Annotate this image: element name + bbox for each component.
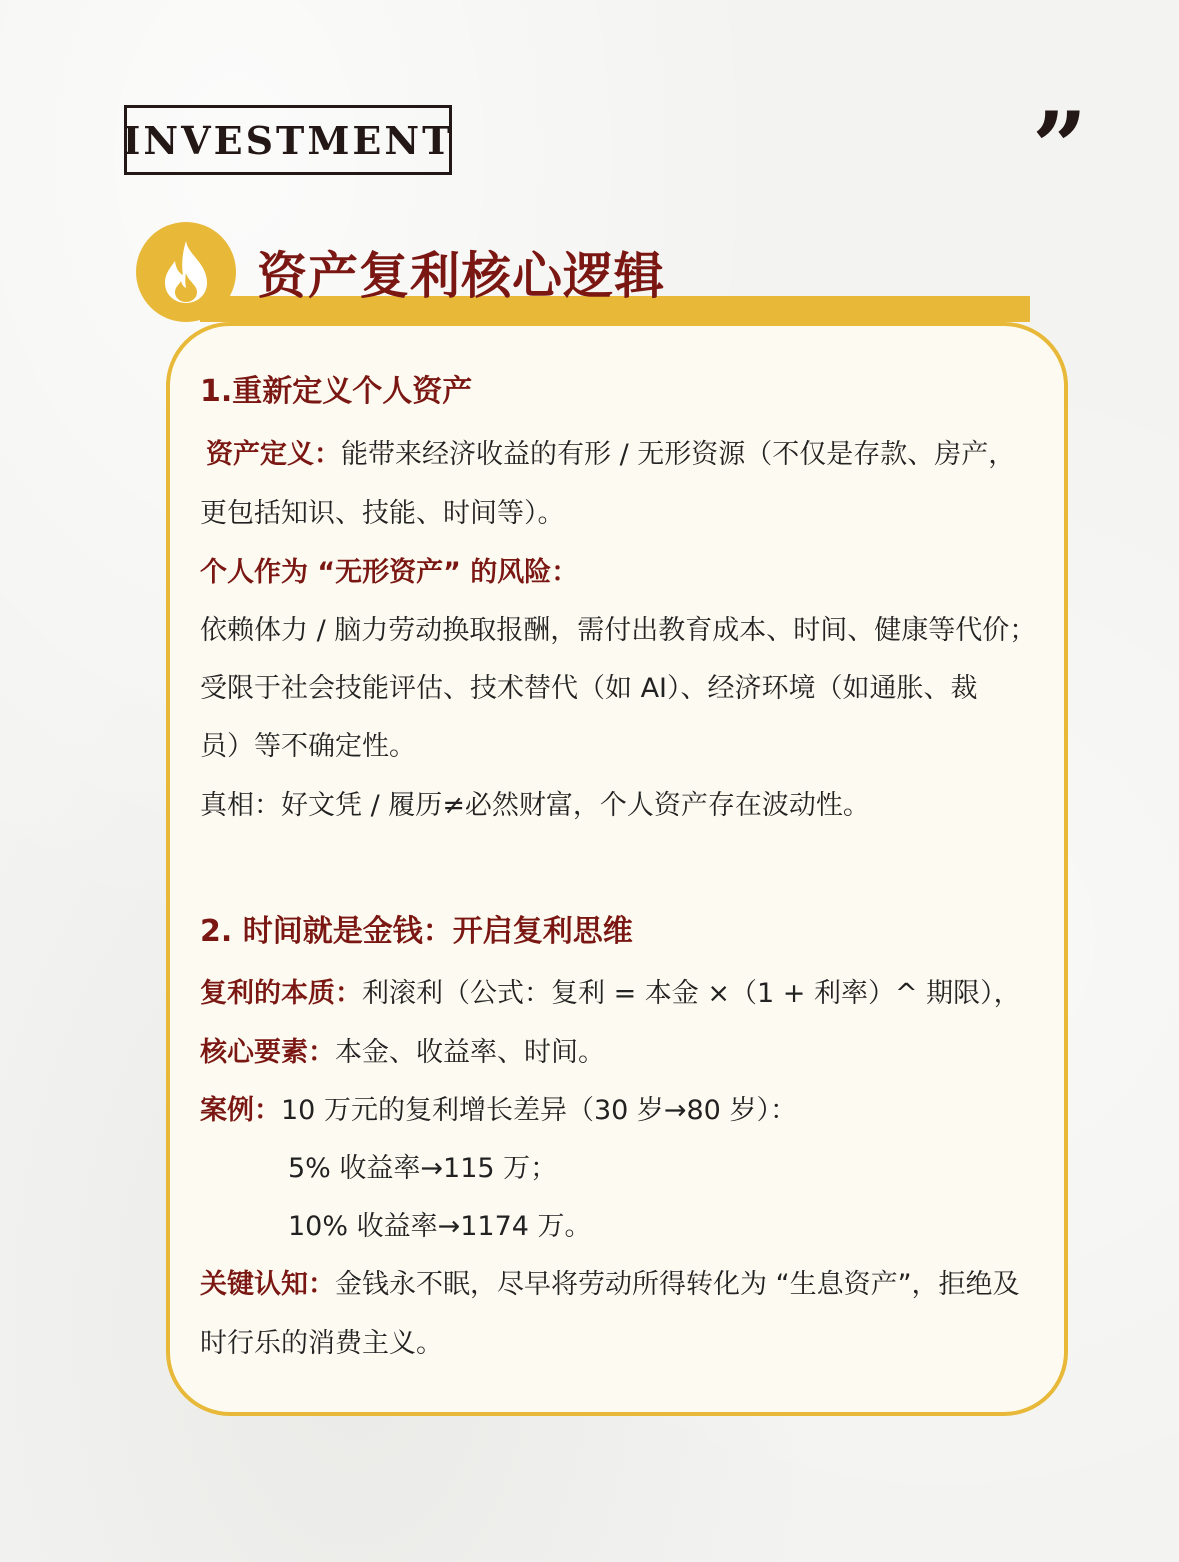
core-elements-label: 核心要素： [200, 1037, 335, 1068]
key-insight-label: 关键认知： [200, 1269, 335, 1300]
investment-tag: INVESTMENT [124, 105, 452, 175]
risk-text-line-2: 受限于社会技能评估、技术替代（如 AI）、经济环境（如通胀、裁 [200, 673, 978, 704]
case-item-10-percent: 10% 收益率→1174 万。 [288, 1211, 592, 1242]
key-insight-continuation: 时行乐的消费主义。 [200, 1328, 443, 1359]
asset-definition-label: 资产定义： [206, 439, 341, 470]
section2-heading: 2. 时间就是金钱：开启复利思维 [200, 914, 633, 949]
flame-icon-svg [157, 239, 215, 305]
truth-text: 真相：好文凭 / 履历≠必然财富，个人资产存在波动性。 [200, 790, 870, 821]
core-elements-line [200, 1033, 605, 1073]
case-item-5-percent: 5% 收益率→115 万； [288, 1153, 558, 1184]
content-card [166, 322, 1068, 1416]
core-elements-text: 本金、收益率、时间。 [335, 1037, 605, 1068]
asset-definition-continuation: 更包括知识、技能、时间等）。 [200, 498, 565, 529]
asset-definition-text: 能带来经济收益的有形 / 无形资源（不仅是存款、房产， [341, 439, 1016, 470]
compound-essence-line [200, 974, 1021, 1014]
risk-label: 个人作为 “无形资产” 的风险： [200, 557, 579, 588]
risk-text-line-1: 依赖体力 / 脑力劳动换取报酬，需付出教育成本、时间、健康等代价； [200, 615, 1037, 646]
compound-essence-text: 利滚利（公式：复利 = 本金 ×（1 + 利率）^ 期限）， [362, 978, 1021, 1009]
case-line [200, 1091, 797, 1131]
page-title: 资产复利核心逻辑 [257, 247, 665, 305]
compound-essence-label: 复利的本质： [200, 978, 362, 1009]
case-text: 10 万元的复利增长差异（30 岁→80 岁）： [281, 1095, 797, 1126]
key-insight-line [200, 1265, 1020, 1305]
key-insight-text: 金钱永不眠，尽早将劳动所得转化为 “生息资产”，拒绝及 [335, 1269, 1020, 1300]
section1-heading: 1.重新定义个人资产 [200, 374, 473, 409]
asset-definition-line [206, 435, 1015, 475]
quote-mark-icon: ” [1032, 91, 1088, 204]
risk-text-line-3: 员）等不确定性。 [200, 731, 416, 762]
flame-icon [136, 222, 236, 322]
case-label: 案例： [200, 1095, 281, 1126]
